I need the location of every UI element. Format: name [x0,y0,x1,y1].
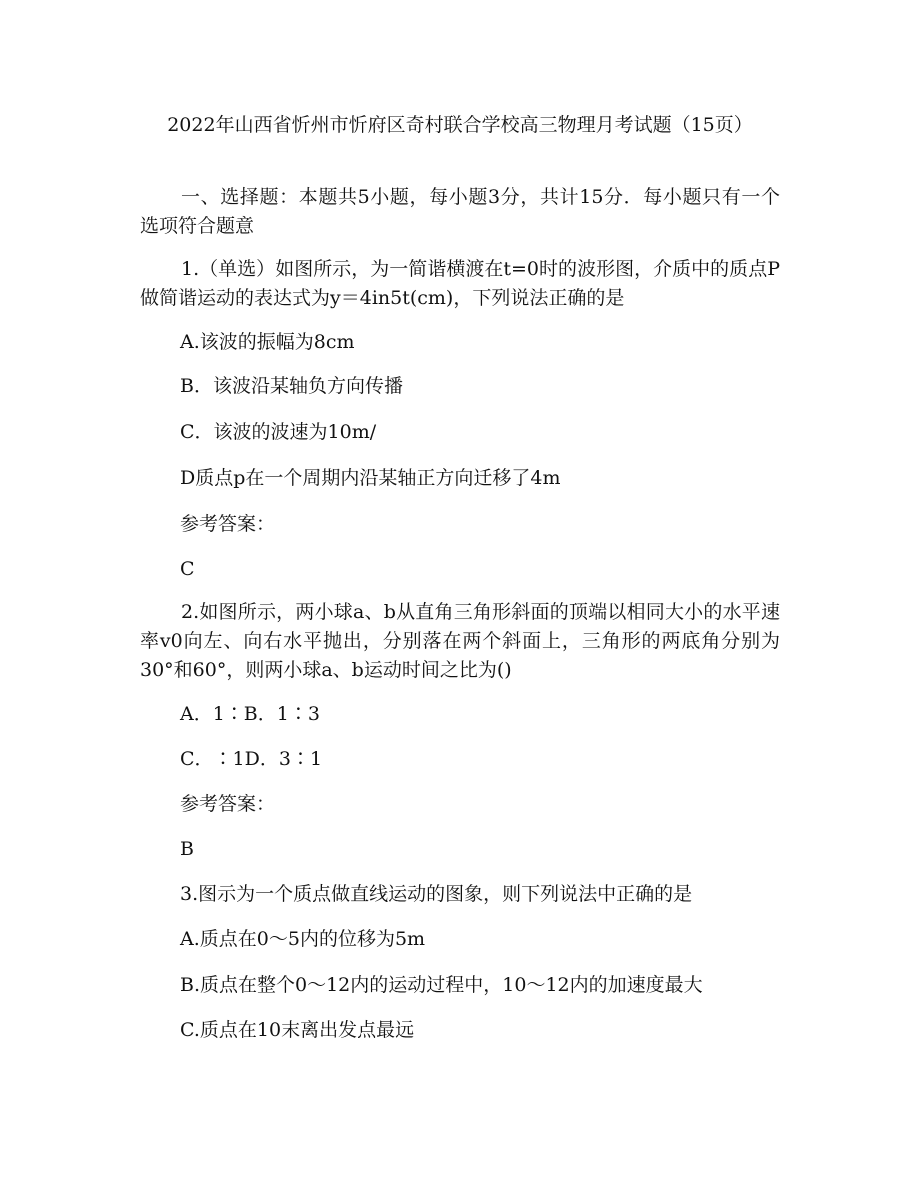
question-1-option-b: B．该波沿某轴负方向传播 [180,375,403,397]
question-3-option-a: A.质点在0～5内的位移为5m [180,928,426,950]
question-1-option-d: D质点p在一个周期内沿某轴正方向迁移了4m [180,467,561,489]
question-1-answer-label: 参考答案： [180,513,276,535]
question-1-option-c: C．该波的波速为10m/ [180,421,377,443]
question-2-options-line-2: C．∶1D．3∶1 [180,748,323,770]
question-3-stem: 3.图示为一个质点做直线运动的图象，则下列说法中正确的是 [180,883,693,905]
document-title: 2022年山西省忻州市忻府区奇村联合学校高三物理月考试题（15页） [167,114,753,136]
question-1-answer: C [180,558,195,580]
question-3-option-c: C.质点在10末离出发点最远 [180,1019,415,1041]
question-2-answer: B [180,838,194,860]
question-1-option-a: A.该波的振幅为8cm [180,331,355,353]
section-heading: 一、选择题：本题共5小题，每小题3分，共计15分．每小题只有一个选项符合题意 [140,186,780,237]
question-2-stem: 2.如图所示，两小球a、b从直角三角形斜面的顶端以相同大小的水平速率v0向左、向右水平抛出，分别落在两个斜面上，三角形的两底角分别为30°和60°，则两小球a、b运动时间之比为() [140,601,780,681]
question-2-answer-label: 参考答案： [180,793,276,815]
question-3-option-b: B.质点在整个0～12内的运动过程中，10～12内的加速度最大 [180,974,703,996]
question-2-options-line-1: A．1∶B．1∶3 [180,703,320,725]
question-1-stem: 1.（单选）如图所示，为一简谐横渡在t=0时的波形图，介质中的质点P做简谐运动的表达式为y＝4in5t(cm)，下列说法正确的是 [140,258,780,309]
